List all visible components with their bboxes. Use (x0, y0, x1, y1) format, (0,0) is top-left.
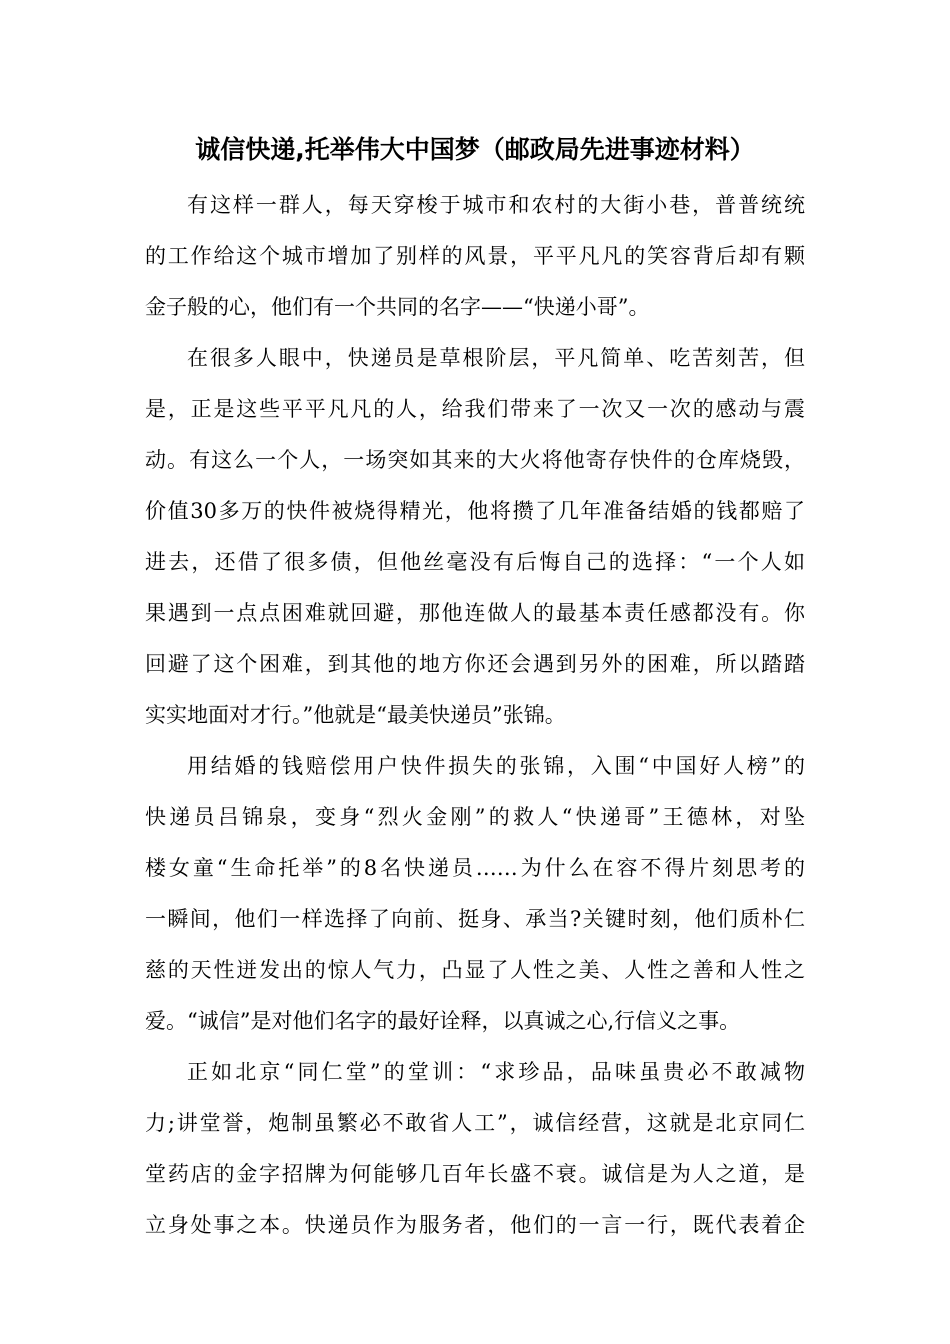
paragraph-line: 堂药店的金字招牌为何能够几百年长盛不衰。诚信是为人之道，是 (145, 1162, 805, 1186)
paragraph-line: 爱。“诚信”是对他们名字的最好诠释，以真诚之心,行信义之事。 (145, 1009, 741, 1033)
paragraph-line: 快递员吕锦泉，变身“烈火金刚”的救人“快递哥”王德林，对坠 (145, 805, 805, 829)
paragraph-4 (145, 1047, 805, 1251)
paragraph-line: 力;讲堂誉，炮制虽繁必不敢省人工”，诚信经营，这就是北京同仁 (145, 1111, 805, 1135)
paragraph-line: 一瞬间，他们一样选择了向前、挺身、承当?关键时刻，他们质朴仁 (145, 907, 805, 931)
document-body (145, 180, 805, 1251)
paragraph-line: 立身处事之本。快递员作为服务者，他们的一言一行，既代表着企 (145, 1213, 805, 1237)
document-title: 诚信快递,托举伟大中国梦（邮政局先进事迹材料） (195, 135, 755, 164)
paragraph-line: 金子般的心，他们有一个共同的名字——“快递小哥”。 (145, 295, 650, 319)
paragraph-line: 是，正是这些平平凡凡的人，给我们带来了一次又一次的感动与震 (145, 397, 805, 421)
paragraph-line: 正如北京“同仁堂”的堂训：“求珍品，品味虽贵必不敢减物 (187, 1060, 805, 1084)
paragraph-line: 的工作给这个城市增加了别样的风景，平平凡凡的笑容背后却有颗 (145, 244, 805, 268)
paragraph-1 (145, 180, 805, 333)
paragraph-line: 动。有这么一个人，一场突如其来的大火将他寄存快件的仓库烧毁， (145, 448, 805, 472)
paragraph-2 (145, 333, 805, 741)
paragraph-3 (145, 741, 805, 1047)
paragraph-line: 有这样一群人，每天穿梭于城市和农村的大街小巷，普普统统 (187, 193, 805, 217)
paragraph-line: 慈的天性迸发出的惊人气力，凸显了人性之美、人性之善和人性之 (145, 958, 805, 982)
paragraph-line: 回避了这个困难，到其他的地方你还会遇到另外的困难，所以踏踏 (145, 652, 805, 676)
paragraph-line: 价值30多万的快件被烧得精光，他将攒了几年准备结婚的钱都赔了 (145, 499, 805, 523)
paragraph-line: 果遇到一点点困难就回避，那他连做人的最基本责任感都没有。你 (145, 601, 805, 625)
paragraph-line: 实实地面对才行。”他就是“最美快递员”张锦。 (145, 703, 566, 727)
paragraph-line: 楼女童“生命托举”的8名快递员……为什么在容不得片刻思考的 (145, 856, 805, 880)
paragraph-line: 在很多人眼中，快递员是草根阶层，平凡简单、吃苦刻苦，但 (187, 346, 805, 370)
paragraph-line: 进去，还借了很多债，但他丝毫没有后悔自己的选择：“一个人如 (145, 550, 805, 574)
paragraph-line: 用结婚的钱赔偿用户快件损失的张锦，入围“中国好人榜”的 (187, 754, 805, 778)
